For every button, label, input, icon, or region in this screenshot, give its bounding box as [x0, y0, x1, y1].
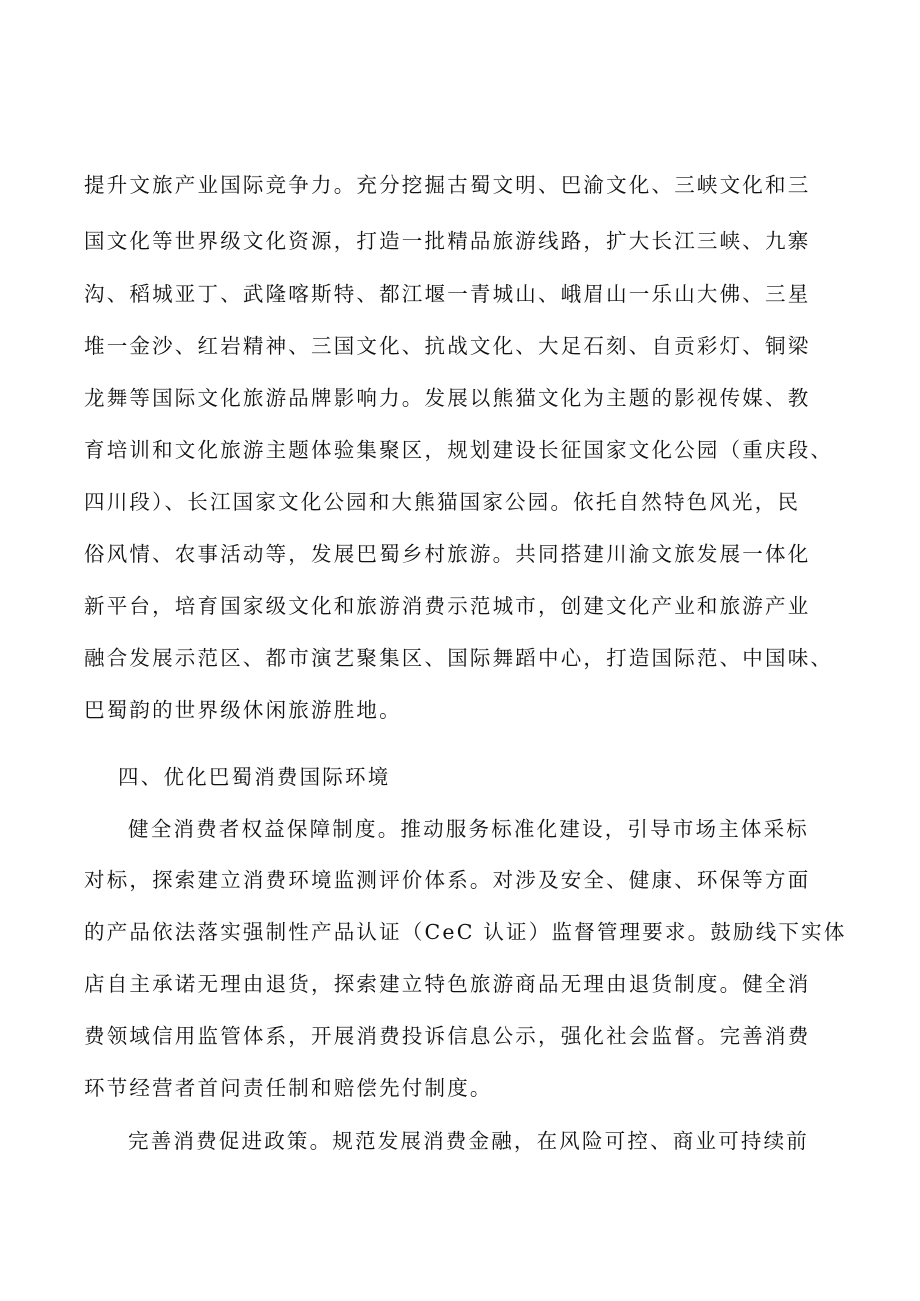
text-line: 育培训和文化旅游主题体验集聚区，规划建设长征国家文化公园（重庆段、 [84, 438, 834, 462]
text-line: 四川段）、长江国家文化公园和大熊猫国家公园。依托自然特色风光，民 [84, 490, 801, 514]
text-line: 堆一金沙、红岩精神、三国文化、抗战文化、大足石刻、自贡彩灯、铜梁 [84, 334, 811, 358]
text-line: 国文化等世界级文化资源，打造一批精品旅游线路，扩大长江三峡、九寨 [84, 229, 811, 253]
text-line: 店自主承诺无理由退货，探索建立特色旅游商品无理由退货制度。健全消 [84, 972, 811, 996]
text-line: 龙舞等国际文化旅游品牌影响力。发展以熊猫文化为主题的影视传媒、教 [84, 386, 811, 410]
text-line: 完善消费促进政策。规范发展消费金融，在风险可控、商业可持续前 [128, 1129, 809, 1153]
text-line: 环节经营者首问责任制和赔偿先付制度。 [84, 1076, 493, 1100]
section-heading: 四、优化巴蜀消费国际环境 [118, 765, 391, 789]
text-line: 沟、稻城亚丁、武隆喀斯特、都江堰一青城山、峨眉山一乐山大佛、三星 [84, 282, 811, 306]
text-line: 对标，探索建立消费环境监测评价体系。对涉及安全、健康、环保等方面 [84, 868, 811, 892]
text-line: 提升文旅产业国际竞争力。充分挖掘古蜀文明、巴渝文化、三峡文化和三 [84, 173, 811, 197]
text-line: 俗风情、农事活动等，发展巴蜀乡村旅游。共同搭建川渝文旅发展一体化 [84, 542, 811, 566]
text-line: 健全消费者权益保障制度。推动服务标准化建设，引导市场主体采标 [128, 817, 809, 841]
text-line: 新平台，培育国家级文化和旅游消费示范城市，创建文化产业和旅游产业 [84, 594, 811, 618]
text-line: 费领域信用监管体系，开展消费投诉信息公示，强化社会监督。完善消费 [84, 1024, 811, 1048]
text-line: 巴蜀韵的世界级休闲旅游胜地。 [84, 698, 402, 722]
text-line: 的产品依法落实强制性产品认证（CeC 认证）监督管理要求。鼓励线下实体 [84, 920, 847, 944]
text-line: 融合发展示范区、都市演艺聚集区、国际舞蹈中心，打造国际范、中国味、 [84, 646, 834, 670]
